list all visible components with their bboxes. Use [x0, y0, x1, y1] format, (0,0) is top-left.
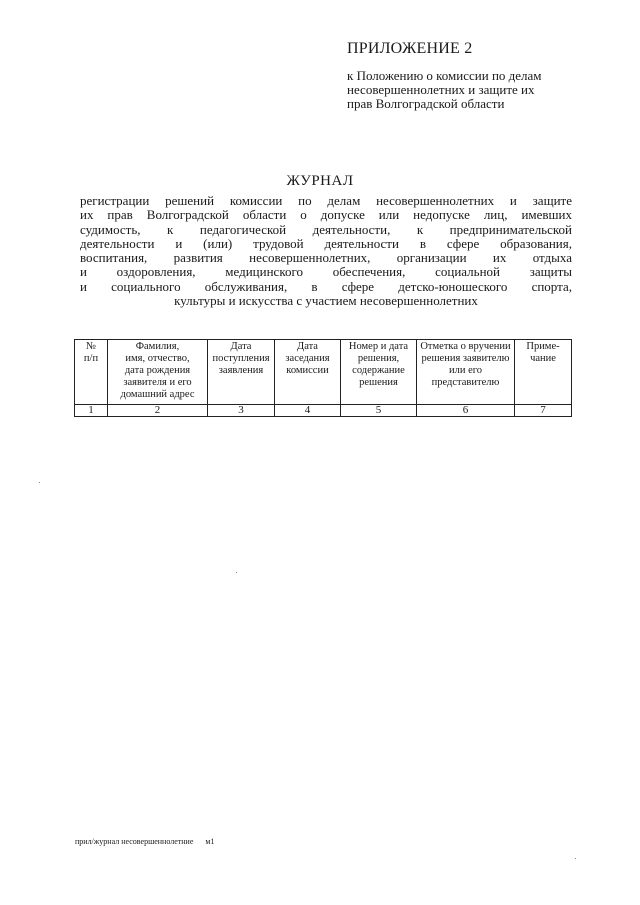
header-delivery-mark: Отметка о вручении решения заявителю или его представителю — [417, 340, 515, 405]
appendix-ref-line: прав Волгоградской области — [347, 96, 505, 111]
document-subtitle — [80, 194, 572, 308]
header-decision: Номер и дата решения, содержание решения — [341, 340, 417, 405]
header-number: № п/п — [75, 340, 108, 405]
header-note: Приме- чание — [515, 340, 572, 405]
column-number: 3 — [208, 405, 275, 417]
table-header-row — [75, 340, 572, 405]
subtitle-line: их прав Волгоградской области о допуске или недопуске лиц, имевших — [80, 207, 572, 223]
scan-speck — [575, 858, 576, 859]
subtitle-line: и оздоровления, медицинского обеспечения, социальной защиты — [80, 264, 572, 280]
header-meeting-date: Дата заседания комиссии — [275, 340, 341, 405]
appendix-ref-line: к Положению о комиссии по делам — [347, 68, 542, 83]
subtitle-line: регистрации решений комиссии по делам несовершеннолетних и защите — [80, 193, 572, 208]
journal-table — [74, 339, 572, 417]
subtitle-line: воспитания, развития несовершеннолетних, организации их отдыха — [80, 250, 572, 266]
footer — [75, 837, 224, 846]
footer-file-name: прил/журнал несовершеннолетние — [75, 837, 194, 846]
subtitle-line: судимость, к педагогической деятельности, к предпринимательской — [80, 221, 572, 237]
subtitle-line: деятельности и (или) трудовой деятельности в сфере образования, — [80, 235, 572, 251]
column-number: 4 — [275, 405, 341, 417]
scan-speck — [236, 572, 237, 573]
header-application-date: Дата поступления заявления — [208, 340, 275, 405]
appendix-ref-line: несовершеннолетних и защите их — [347, 82, 535, 97]
column-number: 2 — [108, 405, 208, 417]
subtitle-line: культуры и искусства с участием несовершеннолетних — [174, 293, 478, 309]
column-number: 7 — [515, 405, 572, 417]
appendix-reference — [347, 69, 587, 111]
scan-speck — [39, 482, 40, 483]
subtitle-line: и социального обслуживания, в сфере детско-юношеского спорта, — [80, 278, 572, 294]
column-number: 6 — [417, 405, 515, 417]
footer-page-mark: м1 — [205, 837, 215, 846]
table-column-numbers-row — [75, 405, 572, 417]
header-full-name: Фамилия, имя, отчество, дата рождения заявителя и его домашний адрес — [108, 340, 208, 405]
document-title: ЖУРНАЛ — [286, 173, 354, 189]
appendix-title: ПРИЛОЖЕНИЕ 2 — [347, 40, 473, 57]
column-number: 5 — [341, 405, 417, 417]
column-number: 1 — [75, 405, 108, 417]
